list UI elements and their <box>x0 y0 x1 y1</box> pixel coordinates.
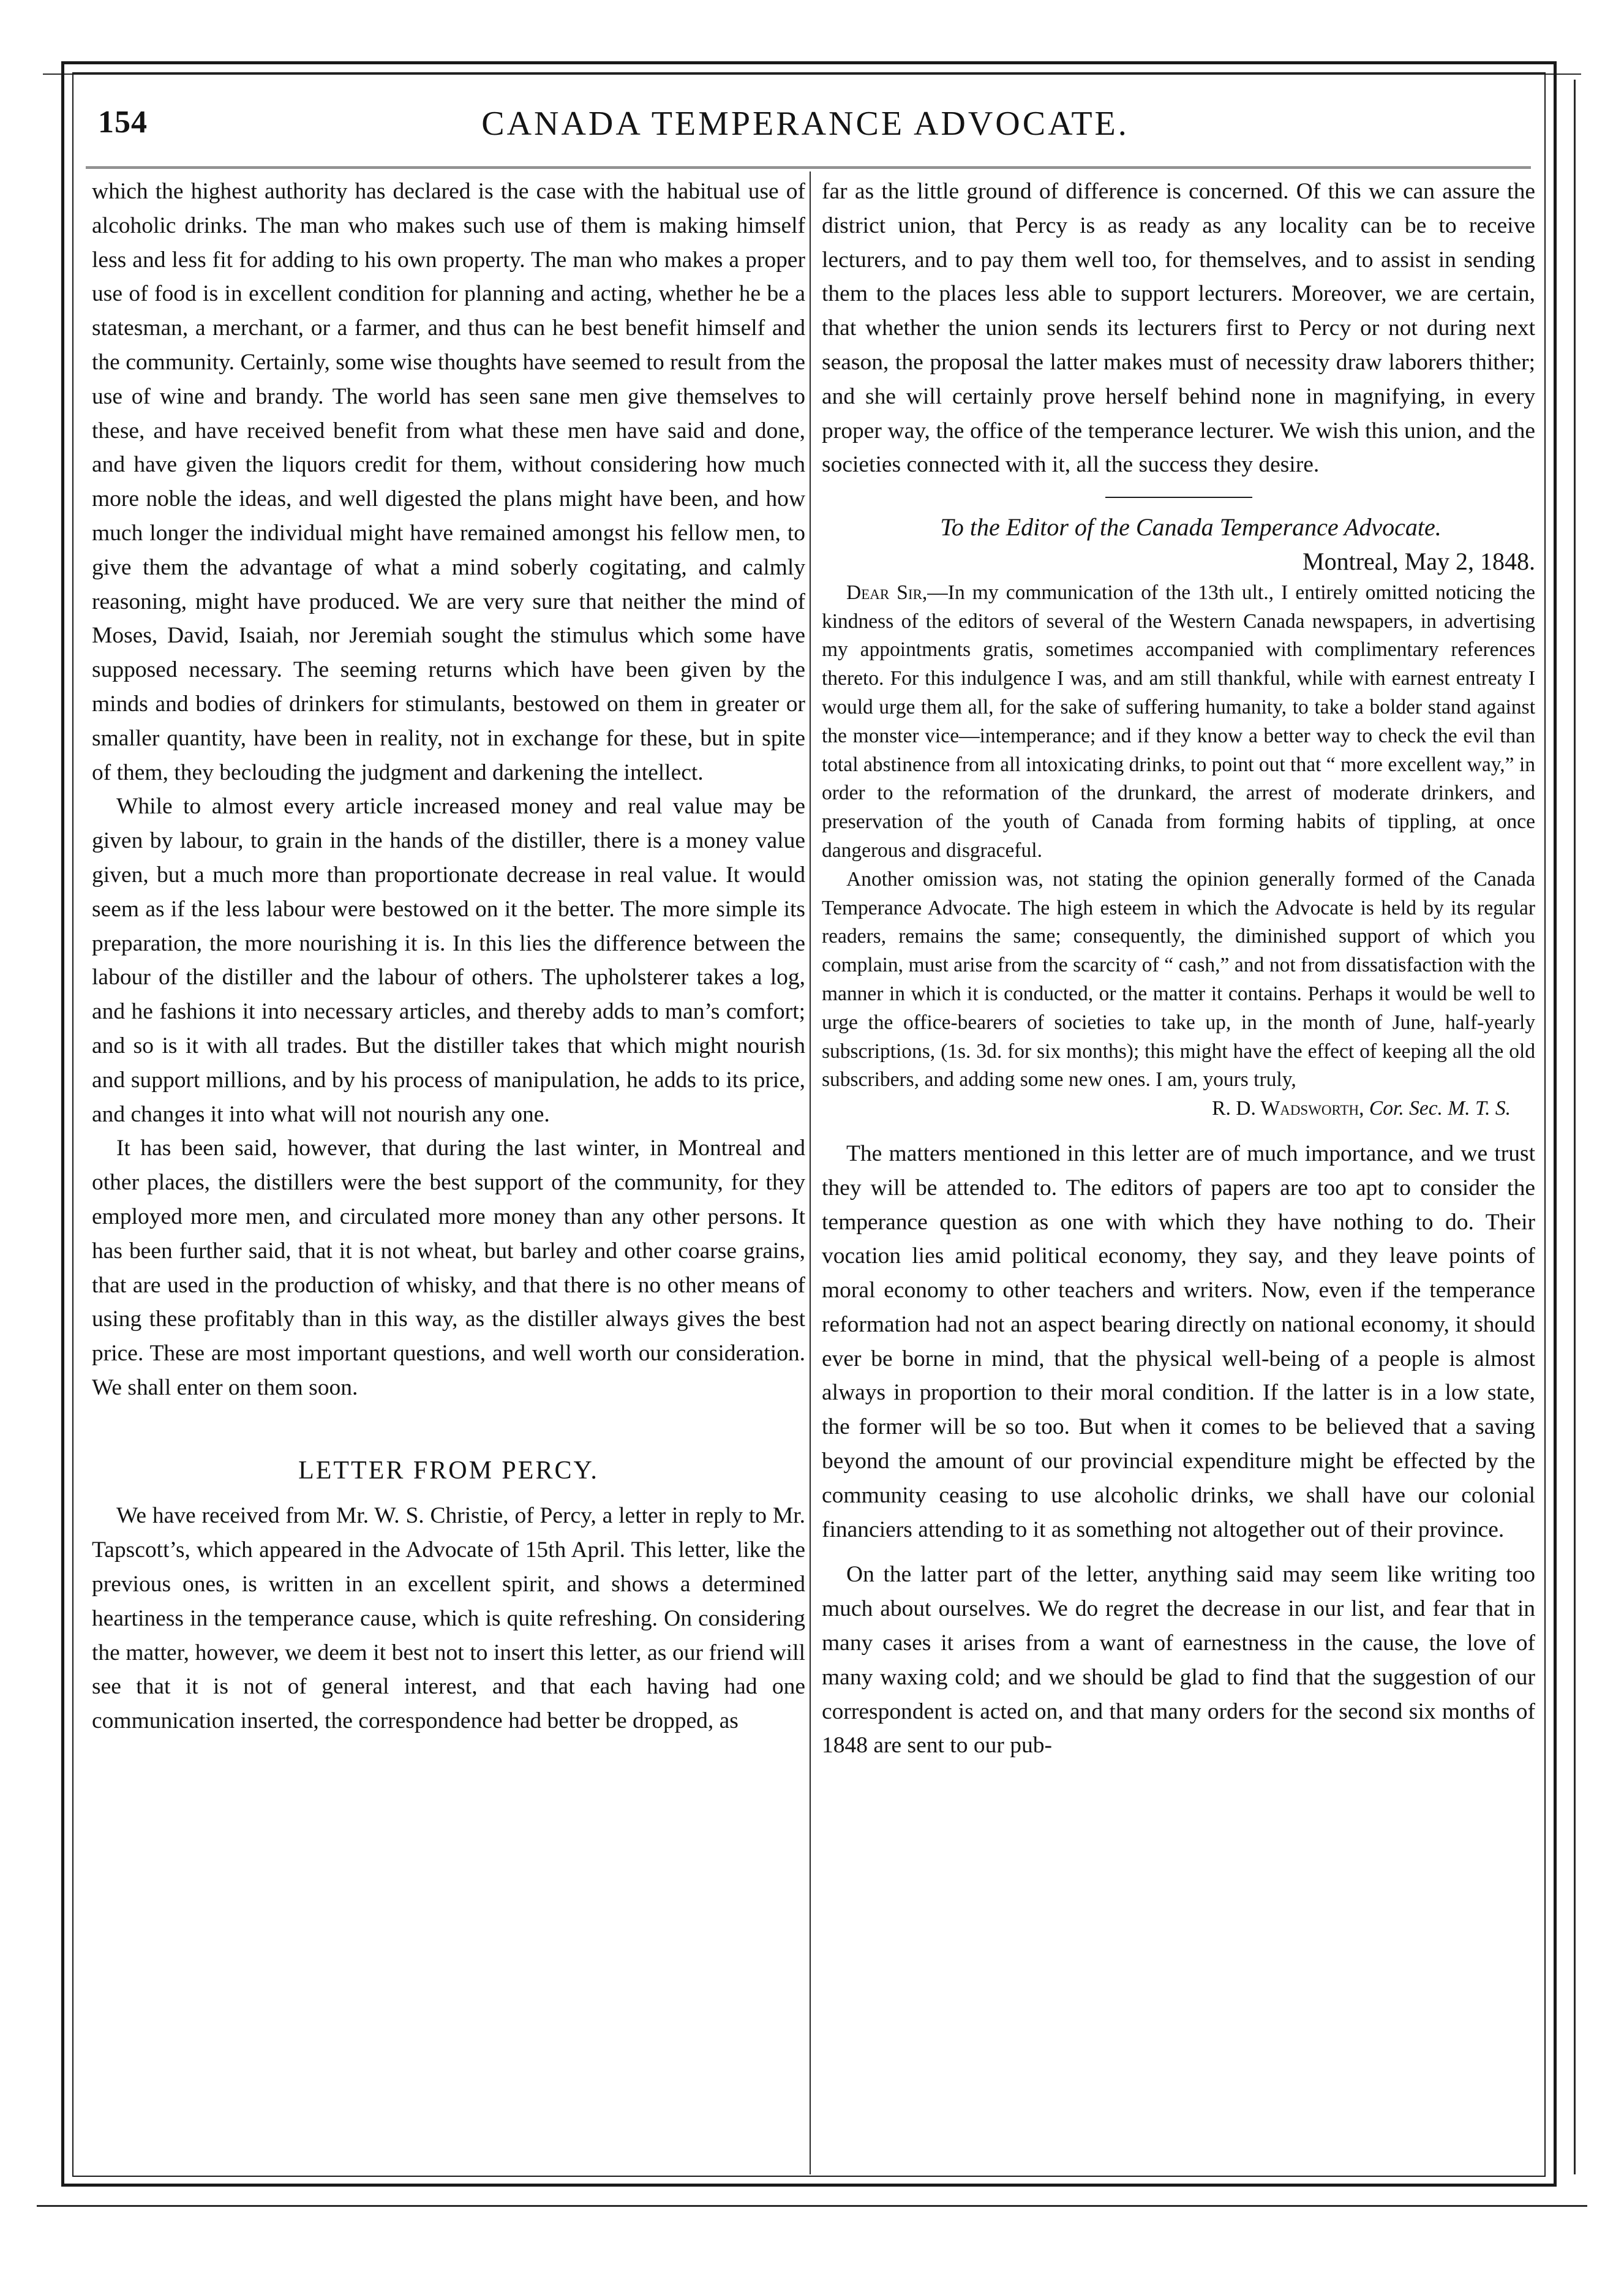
page-header <box>86 98 1525 165</box>
paragraph-gap <box>822 1547 1535 1558</box>
bottom-border-rule <box>37 2205 1587 2207</box>
signature-name: R. D. Wadsworth, <box>1212 1097 1364 1120</box>
letter-dateline: Montreal, May 2, 1848. <box>1303 547 1535 575</box>
section-title-letter-from-percy: LETTER FROM PERCY. <box>298 1456 599 1485</box>
signature-office: Cor. Sec. M. T. S. <box>1369 1097 1511 1120</box>
header-rule <box>86 167 1531 168</box>
column-divider <box>810 172 811 2174</box>
letter-signature <box>822 1095 1511 1123</box>
running-title: CANADA TEMPERANCE ADVOCATE. <box>481 105 1129 143</box>
letter-paragraph-1-text: —In my communication of the 13th ult., I entirely omitted noticing the kindness of the editors of several of the Western Canada newspapers, in advertising my appointments gratis, sometimes accompanied with complimentary references thereto. For this indulgence I was, and am still thankful, while with earnest entreaty I would urge them all, for the sake of suffering humanity, to take a bolder stand against the monster vice—intemperance; and if they know a better way to check the evil than total abstinence from all intoxicating drinks, to point out that “ more excellent way,” in order to the reformation of the drunkard, the arrest of moderate drinkers, and preservation of the youth of Canada from forming habits of tippling, at once dangerous and disgraceful. <box>822 581 1535 862</box>
letter-salutation: Dear Sir, <box>846 581 928 604</box>
left-paragraph-2: While to almost every article increased money and real value may be given by labour, to grain in the hands of the distiller, there is a money value given, but a much more than proportionate decrease in real value. It would seem as if the less labour were bestowed on it the better. The more simple its preparation, the more nourishing it is. In this lies the difference between the labour of the distiller and the labour of others. The upholsterer takes a log, and he fashions it into necessary articles, and thereby adds to man’s comfort; and so is it with all trades. But the distiller takes that which might nourish and support millions, and by his process of manipulation, he adds to its price, and changes it into what will not nourish any one. <box>92 794 805 1127</box>
left-paragraph-4: We have received from Mr. W. S. Christie, of Percy, a letter in reply to Mr. Tapscott’s, which appeared in the Advocate of 15th April. This letter, like the previous ones, is written in an excellent spirit, and shows a determined heartiness in the temperance cause, which is quite refreshing. On considering the matter, however, we deem it best not to insert this letter, as our friend will see that it is not of general interest, and that each having had one communication inserted, the correspondence had better be dropped, as <box>92 1503 805 1734</box>
section-divider-rule <box>1105 497 1252 498</box>
right-margin-rule <box>1574 80 1576 2174</box>
letter-paragraph-2: Another omission was, not stating the opinion generally formed of the Canada Temperance Advocate. The high esteem in which the Advocate is held by its regular readers, remains the same; consequently, the diminished support of which you complain, must arise from the scarcity of “ cash,” and not from dissatisfaction with the manner in which it is conducted, or the matter it contains. Perhaps it would be well to urge the office-bearers of societies to take up, in the month of June, half-yearly subscriptions, (1s. 3d. for six months); this might have the effect of keeping all the old subscribers, and adding some new ones. I am, yours truly, <box>822 867 1535 1091</box>
letter-paragraph-1 <box>822 579 1535 865</box>
left-column <box>92 175 805 1738</box>
left-paragraph-1: which the highest authority has declared is the case with the habitual use of alcoholic drinks. The man who makes such use of them is making himself less and less fit for adding to his own property. The man who makes a proper use of food is in excellent condition for planning and acting, whether he be a statesman, a merchant, or a farmer, and thus can he best benefit himself and the community. Certainly, some wise thoughts have seemed to result from the use of wine and brandy. The world has seen sane men give themselves to these, and have received benefit from what these men have said and done, and have given the liquors credit for them, without considering how much more noble the ideas, and well digested the plans might have been, and how much longer the individual might have remained amongst his fellow men, to give them the advantage of what a mind soberly cogitating, and calmly reasoning, might have produced. We are very sure that neither the mind of Moses, David, Isaiah, nor Jeremiah sought the stimulus which some have supposed necessary. The seeming returns which have been given by the minds and bodies of drinkers for stimulants, bestowed on them in greater or smaller quantity, have been in reality, not in exchange for these, but in spite of them, they beclouding the judgment and darkening the intellect. <box>92 179 805 785</box>
right-paragraph-3: On the latter part of the letter, anything said may seem like writing too much about ourselves. We do regret the decrease in our list, and fear that in many cases it arises from a want of earnestness in the cause, the love of many waxing cold; and we should be glad to find that the suggestion of our correspondent is acted on, and that many orders for the second six months of 1848 are sent to our pub- <box>822 1562 1535 1758</box>
right-column <box>822 175 1535 1763</box>
page-number: 154 <box>98 105 148 140</box>
letter-heading: To the Editor of the Canada Temperance Advocate. <box>940 513 1442 541</box>
left-paragraph-3: It has been said, however, that during the last winter, in Montreal and other places, the distillers were the best support of the community, for they employed more men, and circulated more money than any other persons. It has been further said, that it is not wheat, but barley and other coarse grains, that are used in the production of whisky, and that there is no other means of using these profitably than in this way, as the distiller always gives the best price. These are most important questions, and well worth our consideration. We shall enter on them soon. <box>92 1136 805 1400</box>
right-paragraph-1: far as the little ground of difference is concerned. Of this we can assure the district union, that Percy is as ready as any locality can be to receive lecturers, and to pay them well too, for themselves, and to assist in sending them to the places less able to support lecturers. Moreover, we are certain, that whether the union sends its lecturers first to Percy or not during next season, the proposal the latter makes must of necessity draw laborers thither; and she will certainly prove herself behind none in magnifying, in every proper way, the office of the temperance lecturer. We wish this union, and the societies connected with it, all the success they desire. <box>822 179 1535 478</box>
letter-body <box>822 579 1535 1123</box>
right-paragraph-2: The matters mentioned in this letter are of much importance, and we trust they will be attended to. The editors of papers are too apt to consider the temperance question as one with which they have nothing to do. Their vocation lies amid political economy, they say, and they leave points of moral economy to other teachers and writers. Now, even if the temperance reformation had not an aspect bearing directly on national economy, it should ever be borne in mind, that the physical well-being of a people is almost always in proportion to their moral condition. If the latter is in a low state, the former will be so too. But when it comes to be believed that a saving beyond the amount of our provincial expenditure might be effected by the community ceasing to use alcoholic drinks, we shall have our colonial financiers attending to it as something not altogether out of their province. <box>822 1140 1535 1542</box>
